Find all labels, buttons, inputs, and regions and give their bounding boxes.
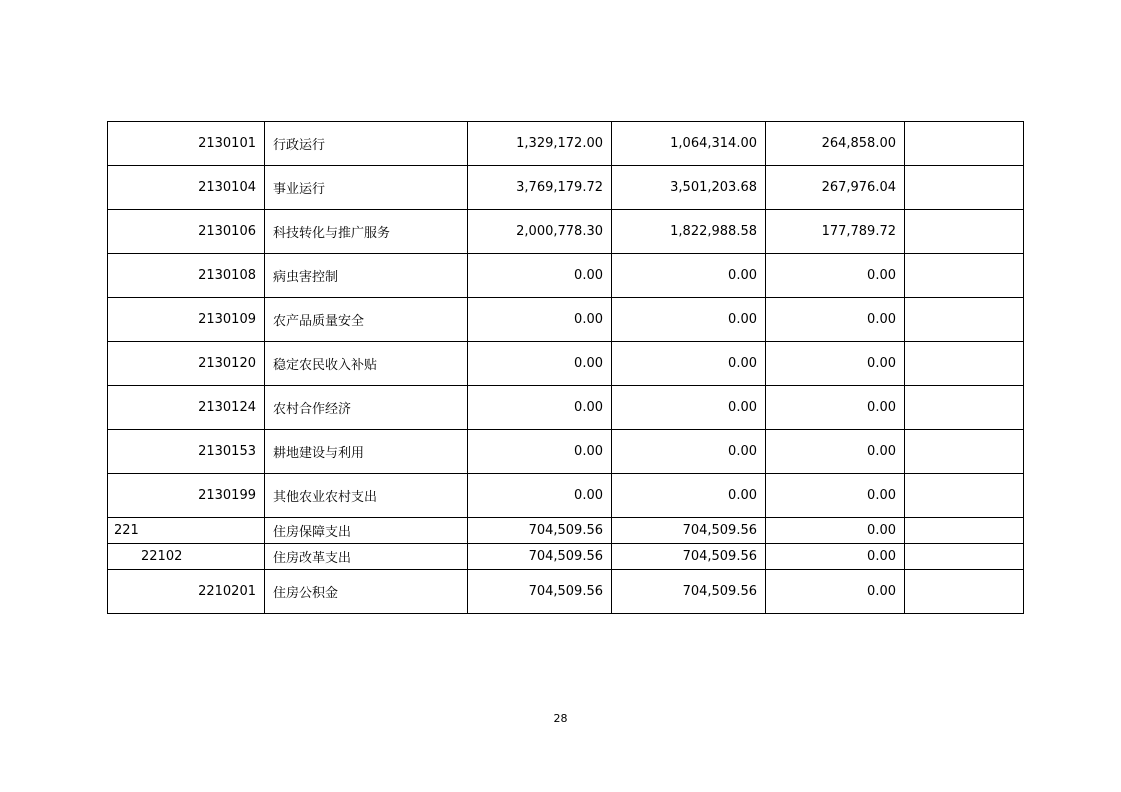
row-project: 0.00 (766, 430, 905, 474)
row-basic: 704,509.56 (612, 570, 766, 614)
row-blank-cell (905, 570, 1024, 614)
row-basic: 1,064,314.00 (612, 122, 766, 166)
row-project: 0.00 (766, 254, 905, 298)
row-blank-cell (905, 544, 1024, 570)
row-blank-cell (905, 430, 1024, 474)
row-name: 稳定农民收入补贴 (265, 342, 468, 386)
row-basic: 704,509.56 (612, 544, 766, 570)
table-row (108, 342, 1024, 386)
row-code: 2130101 (108, 122, 265, 166)
row-project: 0.00 (766, 544, 905, 570)
row-basic: 0.00 (612, 254, 766, 298)
row-name: 事业运行 (265, 166, 468, 210)
row-total: 704,509.56 (468, 518, 612, 544)
row-project: 267,976.04 (766, 166, 905, 210)
row-code: 2130120 (108, 342, 265, 386)
row-basic: 704,509.56 (612, 518, 766, 544)
row-name: 行政运行 (265, 122, 468, 166)
row-project: 0.00 (766, 298, 905, 342)
row-project: 177,789.72 (766, 210, 905, 254)
row-total: 0.00 (468, 254, 612, 298)
row-project: 0.00 (766, 570, 905, 614)
row-basic: 0.00 (612, 430, 766, 474)
row-name: 病虫害控制 (265, 254, 468, 298)
row-code: 2130124 (108, 386, 265, 430)
row-name: 耕地建设与利用 (265, 430, 468, 474)
table-row (108, 474, 1024, 518)
row-name: 住房公积金 (265, 570, 468, 614)
row-total: 0.00 (468, 386, 612, 430)
row-blank-cell (905, 342, 1024, 386)
table-row (108, 298, 1024, 342)
row-total: 0.00 (468, 430, 612, 474)
row-name: 其他农业农村支出 (265, 474, 468, 518)
row-code: 2130153 (108, 430, 265, 474)
row-code: 2130108 (108, 254, 265, 298)
row-blank-cell (905, 474, 1024, 518)
row-code: 221 (108, 518, 265, 544)
row-code: 2130104 (108, 166, 265, 210)
row-code: 2210201 (108, 570, 265, 614)
row-blank-cell (905, 210, 1024, 254)
row-total: 704,509.56 (468, 570, 612, 614)
row-blank-cell (905, 122, 1024, 166)
row-total: 704,509.56 (468, 544, 612, 570)
row-blank-cell (905, 166, 1024, 210)
row-blank-cell (905, 298, 1024, 342)
row-name: 住房保障支出 (265, 518, 468, 544)
expenditure-table (107, 121, 1024, 614)
table-row (108, 166, 1024, 210)
row-blank-cell (905, 518, 1024, 544)
row-total: 0.00 (468, 298, 612, 342)
table-row (108, 254, 1024, 298)
table-row (108, 544, 1024, 570)
row-total: 2,000,778.30 (468, 210, 612, 254)
row-basic: 0.00 (612, 386, 766, 430)
row-project: 0.00 (766, 386, 905, 430)
row-code: 2130106 (108, 210, 265, 254)
table-row (108, 210, 1024, 254)
table-row (108, 570, 1024, 614)
row-basic: 3,501,203.68 (612, 166, 766, 210)
row-total: 1,329,172.00 (468, 122, 612, 166)
row-code: 22102 (108, 544, 265, 570)
row-total: 0.00 (468, 342, 612, 386)
row-name: 科技转化与推广服务 (265, 210, 468, 254)
row-basic: 0.00 (612, 474, 766, 518)
table-row (108, 122, 1024, 166)
row-code: 2130199 (108, 474, 265, 518)
row-basic: 0.00 (612, 342, 766, 386)
row-project: 264,858.00 (766, 122, 905, 166)
row-project: 0.00 (766, 342, 905, 386)
row-project: 0.00 (766, 518, 905, 544)
row-basic: 1,822,988.58 (612, 210, 766, 254)
table-row (108, 518, 1024, 544)
row-name: 农产品质量安全 (265, 298, 468, 342)
row-total: 3,769,179.72 (468, 166, 612, 210)
row-basic: 0.00 (612, 298, 766, 342)
table-row (108, 386, 1024, 430)
row-name: 农村合作经济 (265, 386, 468, 430)
row-blank-cell (905, 386, 1024, 430)
page-number: 28 (553, 712, 568, 725)
row-total: 0.00 (468, 474, 612, 518)
row-project: 0.00 (766, 474, 905, 518)
row-blank-cell (905, 254, 1024, 298)
row-name: 住房改革支出 (265, 544, 468, 570)
table-row (108, 430, 1024, 474)
row-code: 2130109 (108, 298, 265, 342)
